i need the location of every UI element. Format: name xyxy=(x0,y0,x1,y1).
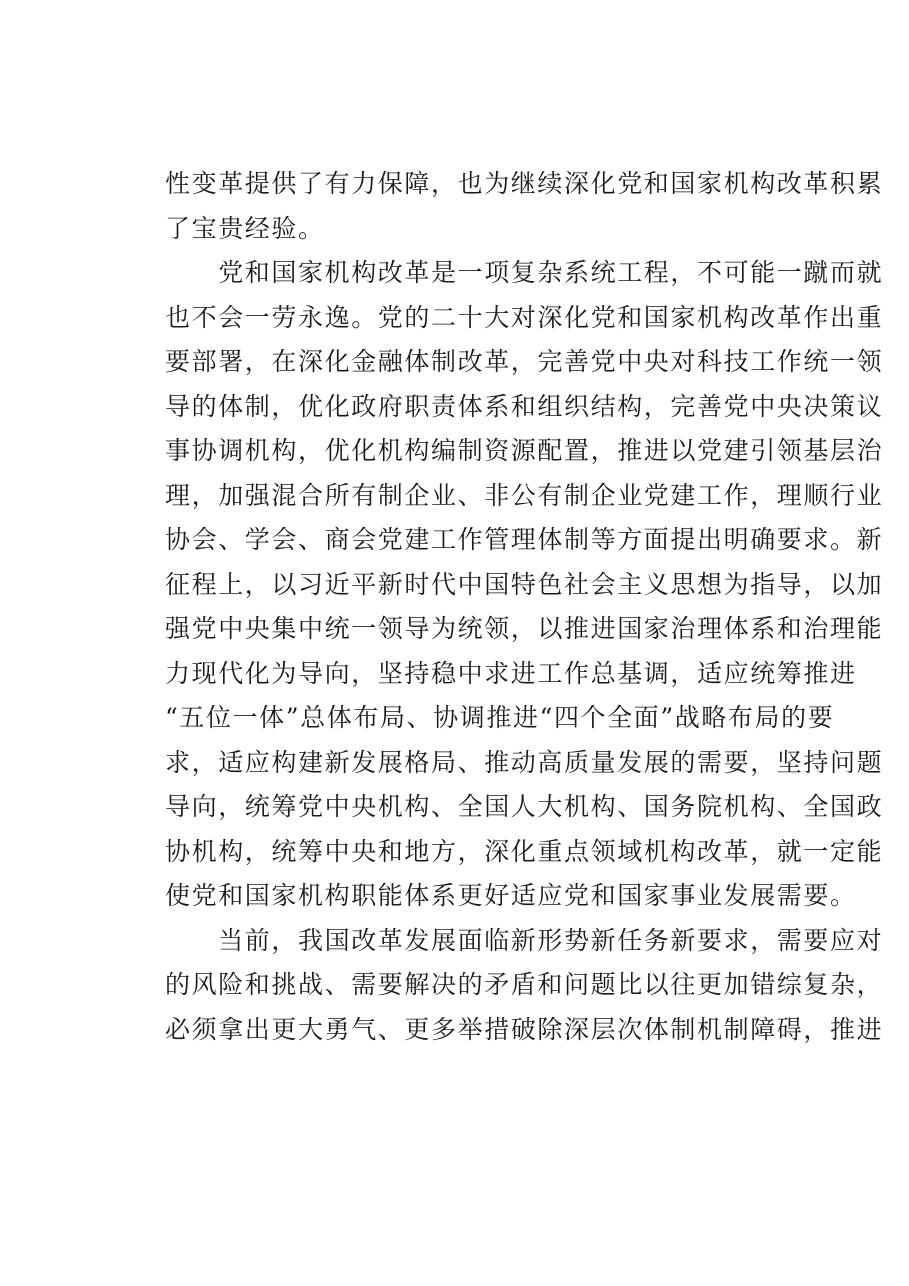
text-line: 征程上，以习近平新时代中国特色社会主义思想为指导，以加 xyxy=(165,569,884,599)
text-line: 协会、学会、商会党建工作管理体制等方面提出明确要求。新 xyxy=(165,525,884,554)
text-line: 事协调机构，优化机构编制资源配置，推进以党建引领基层治 xyxy=(165,436,884,465)
text-line: 当前，我国改革发展面临新形势新任务新要求，需要应对 xyxy=(165,925,884,955)
text-line: 性变革提供了有力保障，也为继续深化党和国家机构改革积累 xyxy=(165,169,884,198)
text-line: 必须拿出更大勇气、更多举措破除深层次体制机制障碍，推进 xyxy=(165,1014,884,1044)
text-line: 也不会一劳永逸。党的二十大对深化党和国家机构改革作出重 xyxy=(165,302,884,332)
text-line: 力现代化为导向，坚持稳中求进工作总基调，适应统筹推进 xyxy=(165,658,857,688)
text-line: “五位一体”总体布局、协调推进“四个全面”战略布局的要 xyxy=(165,703,835,732)
text-line: 使党和国家机构职能体系更好适应党和国家事业发展需要。 xyxy=(165,881,857,910)
text-line: 党和国家机构改革是一项复杂系统工程，不可能一蹴而就 xyxy=(165,258,884,287)
text-line: 协机构，统筹中央和地方，深化重点领域机构改革，就一定能 xyxy=(165,836,884,866)
text-line: 要部署，在深化金融体制改革，完善党中央对科技工作统一领 xyxy=(165,347,884,376)
text-line: 的风险和挑战、需要解决的矛盾和问题比以往更加错综复杂， xyxy=(165,970,884,999)
text-line: 求，适应构建新发展格局、推动高质量发展的需要，坚持问题 xyxy=(165,747,884,777)
text-line: 导向，统筹党中央机构、全国人大机构、国务院机构、全国政 xyxy=(165,792,884,821)
body-text xyxy=(165,162,884,1052)
text-line: 了宝贵经验。 xyxy=(165,213,325,243)
text-line: 理，加强混合所有制企业、非公有制企业党建工作，理顺行业 xyxy=(165,480,884,510)
text-line: 强党中央集中统一领导为统领，以推进国家治理体系和治理能 xyxy=(165,614,884,643)
text-line: 导的体制，优化政府职责体系和组织结构，完善党中央决策议 xyxy=(165,391,884,421)
